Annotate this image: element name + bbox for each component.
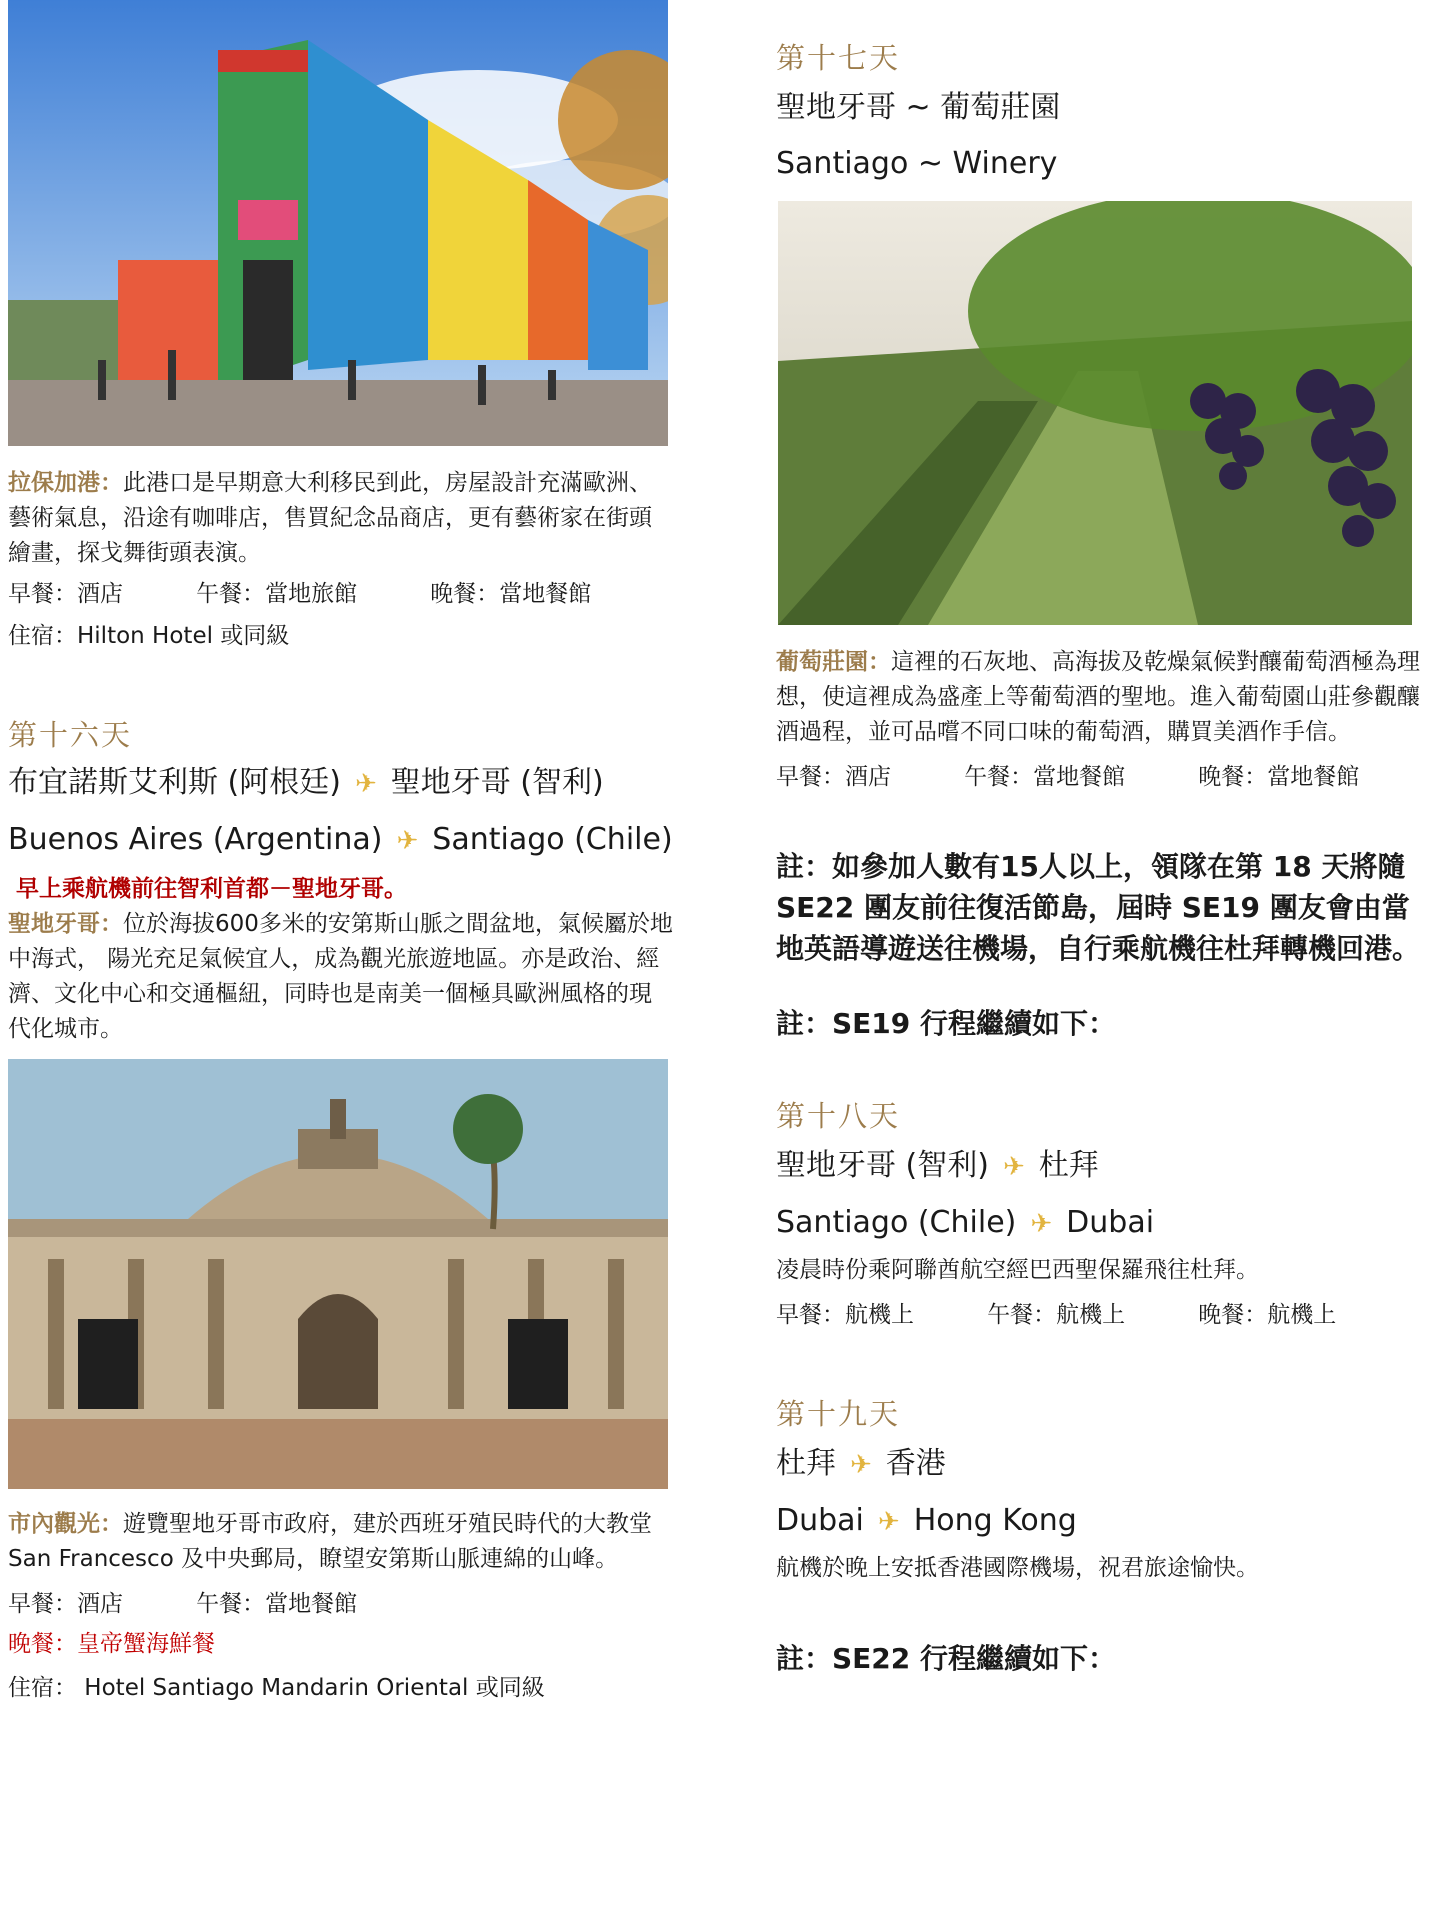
caminito-title: 拉保加港：: [8, 470, 123, 496]
day19-label: 第十九天: [776, 1397, 901, 1431]
day18-route-en: [776, 1200, 1436, 1247]
day19-route-zh-from: 杜拜: [776, 1446, 836, 1481]
day17-route-en: Santiago ~ Winery: [776, 146, 1058, 181]
santiago-text: 位於海拔600多米的安第斯山脈之間盆地，氣候屬於地中海式， 陽光充足氣候宜人，成為觀光旅遊地區。亦是政治、經濟、文化中心和交通樞紐，同時也是南美一個極具歐洲風格的現代化城市。: [8, 911, 673, 1042]
day18-route-en-to: Dubai: [1066, 1205, 1155, 1240]
left-column: [8, 0, 673, 1705]
note-se22: 註：SE22 行程繼續如下：: [776, 1642, 1117, 1675]
day19-route-en-from: Dubai: [776, 1503, 864, 1538]
day16-route-zh-from: 布宜諾斯艾利斯 (阿根廷): [8, 765, 341, 800]
day16-meals: 早餐：酒店 午餐：當地餐館: [8, 1591, 358, 1617]
day17-label: 第十七天: [776, 41, 901, 75]
santiago-description: [8, 907, 673, 1047]
day19-text: 航機於晚上安抵香港國際機場，祝君旅途愉快。: [776, 1555, 1259, 1581]
day18-route-zh-to: 杜拜: [1038, 1148, 1099, 1183]
day18-route-en-from: Santiago (Chile): [776, 1205, 1017, 1240]
day16-route-en-from: Buenos Aires (Argentina): [8, 822, 383, 857]
day16-dinner: 晚餐：皇帝蟹海鮮餐: [8, 1631, 215, 1657]
note-easter-island: 註：如參加人數有15人以上，領隊在第 18 天將隨 SE22 團友前往復活節島，屆時 SE19 團友會由當地英語導遊送往機場，自行乘航機往杜拜轉機回港。: [776, 850, 1421, 965]
caminito-hotel: 住宿：Hilton Hotel 或同級: [8, 623, 290, 649]
note-se19: 註：SE19 行程繼續如下：: [776, 1007, 1117, 1040]
vineyard-photo: [778, 201, 1412, 625]
day16-label: 第十六天: [8, 718, 133, 752]
day19-route-en: [776, 1498, 1436, 1545]
day19-route-en-to: Hong Kong: [913, 1503, 1077, 1538]
airplane-icon: ✈: [877, 1507, 900, 1537]
santiago-title: 聖地牙哥：: [8, 911, 123, 937]
caminito-description: [8, 466, 673, 571]
museum-photo: [8, 1059, 668, 1489]
caminito-meals: 早餐：酒店 午餐：當地旅館 晚餐：當地餐館: [8, 581, 592, 607]
day16-route-zh-to: 聖地牙哥 (智利): [390, 765, 604, 800]
right-column: [776, 0, 1436, 1679]
day18-label: 第十八天: [776, 1099, 901, 1133]
day19-route-zh: [776, 1441, 1436, 1488]
airplane-icon: ✈: [354, 769, 377, 799]
day18-meals: 早餐：航機上 午餐：航機上 晚餐：航機上: [776, 1302, 1337, 1328]
winery-text: 這裡的石灰地、高海拔及乾燥氣候對釀葡萄酒極為理想，使這裡成為盛產上等葡萄酒的聖地。進入葡萄園山莊參觀釀酒過程，並可品嚐不同口味的葡萄酒，購買美酒作手信。: [776, 649, 1420, 745]
airplane-icon: ✈: [1002, 1152, 1025, 1182]
day16-route-en-to: Santiago (Chile): [432, 822, 673, 857]
airplane-icon: ✈: [396, 826, 419, 856]
winery-description: [776, 645, 1436, 750]
day16-route-zh: [8, 760, 673, 807]
day19-route-zh-to: 香港: [885, 1446, 946, 1481]
day17-route-zh: 聖地牙哥 ~ 葡萄莊園: [776, 90, 1061, 125]
city-tour-title: 市內觀光：: [8, 1511, 123, 1537]
day18-text: 凌晨時份乘阿聯酋航空經巴西聖保羅飛往杜拜。: [776, 1257, 1259, 1283]
winery-title: 葡萄莊園：: [776, 649, 891, 675]
city-tour-description: [8, 1507, 673, 1577]
day16-route-en: [8, 817, 673, 864]
airplane-icon: ✈: [850, 1450, 872, 1480]
day16-flight-note: 早上乘航機前往智利首都－聖地牙哥。: [16, 876, 407, 902]
day17-meals: 早餐：酒店 午餐：當地餐館 晚餐：當地餐館: [776, 764, 1360, 790]
day18-route-zh: [776, 1143, 1436, 1190]
day18-route-zh-from: 聖地牙哥 (智利): [776, 1148, 989, 1183]
caminito-text: 此港口是早期意大利移民到此，房屋設計充滿歐洲、藝術氣息，沿途有咖啡店，售買紀念品商店，更有藝術家在街頭繪畫，探戈舞街頭表演。: [8, 470, 652, 566]
city-tour-text: 遊覽聖地牙哥市政府，建於西班牙殖民時代的大教堂 San Francesco 及中央郵局，瞭望安第斯山脈連綿的山峰。: [8, 1511, 652, 1572]
day16-hotel: 住宿： Hotel Santiago Mandarin Oriental 或同級: [8, 1675, 545, 1701]
airplane-icon: ✈: [1030, 1209, 1053, 1239]
caminito-photo: [8, 0, 668, 446]
